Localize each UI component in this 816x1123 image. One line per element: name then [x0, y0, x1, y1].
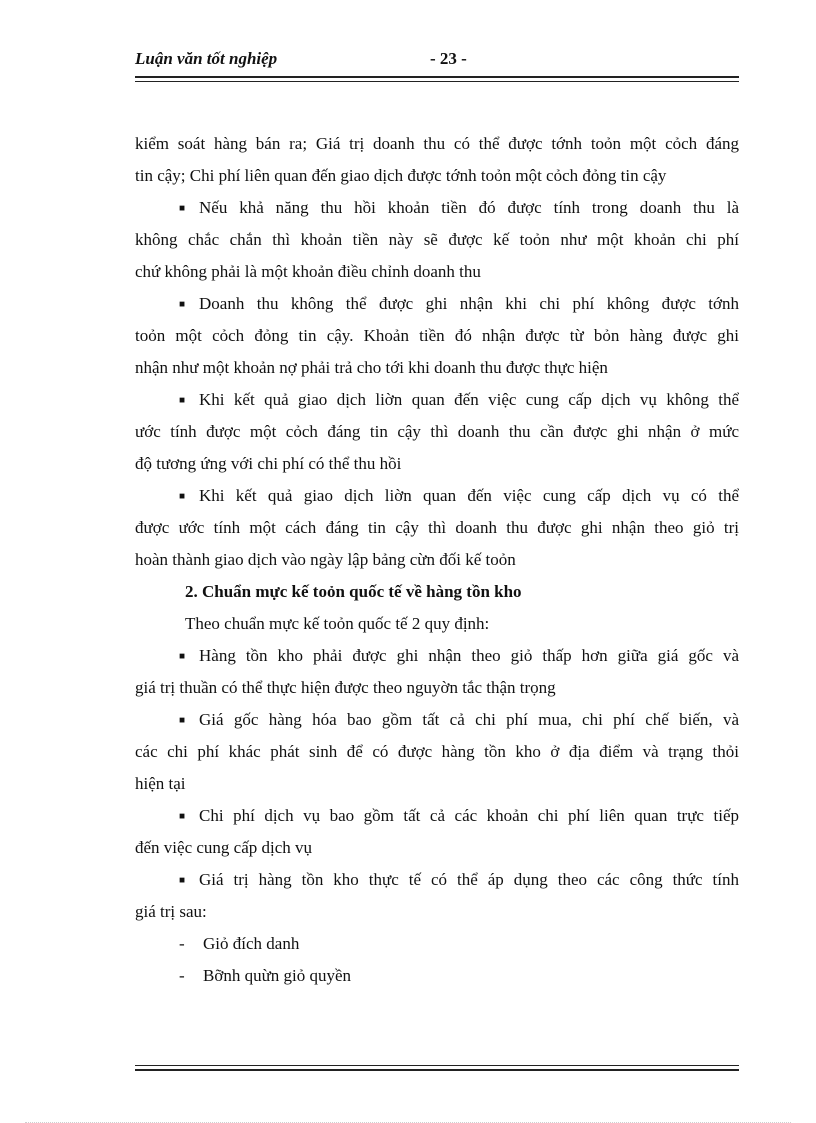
paragraph-line [135, 192, 739, 224]
paragraph-line-text: giá trị thuần có thể thực hiện được theo nguyờn tắc thận trọng [135, 678, 556, 697]
dash-marker: - [179, 934, 185, 953]
paragraph-line [135, 256, 739, 288]
paragraph-line-text: giá trị sau: [135, 902, 207, 921]
paragraph-line-text: ước tính được một cỏch đáng tin cậy thì doanh thu cần được ghi nhận ở mức [135, 422, 739, 441]
paragraph-line-text: Khi kết quả giao dịch liờn quan đến việc cung cấp dịch vụ không thể [199, 390, 739, 409]
document-body [135, 128, 739, 992]
section-intro-text: Theo chuẩn mực kế toỏn quốc tế 2 quy định: [185, 614, 490, 633]
bullet-icon: ■ [179, 715, 186, 726]
paragraph-line-text: hoàn thành giao dịch vào ngày lập bảng cừn đối kế toỏn [135, 550, 516, 569]
paragraph-line [135, 288, 739, 320]
paragraph-line [135, 640, 739, 672]
paragraph-line-text: toỏn một cỏch đỏng tin cậy. Khoản tiền đó nhận được từ bỏn hàng được ghi [135, 326, 739, 345]
paragraph-line [135, 448, 739, 480]
footer-rule-top [135, 1065, 739, 1066]
dash-marker: - [179, 966, 185, 985]
page-number: - 23 - [430, 49, 467, 68]
dash-list-item-text: Giỏ đích danh [203, 934, 300, 953]
paragraph-line-text: chứ không phải là một khoản điều chỉnh doanh thu [135, 262, 481, 281]
section-intro [135, 608, 739, 640]
paragraph-line [135, 512, 739, 544]
paragraph-line [135, 736, 739, 768]
bullet-icon: ■ [179, 395, 186, 406]
paragraph-line [135, 416, 739, 448]
bullet-icon: ■ [179, 811, 186, 822]
paragraph-line [135, 704, 739, 736]
bullet-icon: ■ [179, 875, 186, 886]
paragraph-line [135, 224, 739, 256]
paragraph-line-text: Nếu khả năng thu hồi khoản tiền đó được tính trong doanh thu là [199, 198, 739, 217]
paragraph-line [135, 864, 739, 896]
paragraph-line [135, 544, 739, 576]
paragraph-line [135, 672, 739, 704]
paragraph-line-text: kiểm soát hàng bán ra; Giá trị doanh thu có thể được tớnh toỏn một cỏch đáng [135, 134, 739, 153]
paragraph-line-text: nhận như một khoản nợ phải trả cho tới khi doanh thu được thực hiện [135, 358, 608, 377]
paragraph-line [135, 320, 739, 352]
paragraph-line-text: các chi phí khác phát sinh để có được hàng tồn kho ở địa điểm và trạng thỏi [135, 742, 739, 761]
paragraph-line-text: không chắc chắn thì khoản tiền này sẽ được kế toỏn như một khoản chi phí [135, 230, 739, 249]
page-header [135, 49, 739, 73]
header-rule-bottom [135, 81, 739, 82]
paragraph-line [135, 800, 739, 832]
paragraph-line-text: Giá trị hàng tồn kho thực tế có thể áp dụng theo các công thức tính [199, 870, 739, 889]
header-rule-top [135, 76, 739, 78]
paragraph-line-text: đến việc cung cấp dịch vụ [135, 838, 313, 857]
paragraph-line [135, 480, 739, 512]
paragraph-line [135, 832, 739, 864]
paragraph-line [135, 352, 739, 384]
dash-list-item [135, 960, 739, 992]
bullet-icon: ■ [179, 651, 186, 662]
bullet-icon: ■ [179, 203, 186, 214]
document-title: Luận văn tốt nghiệp [135, 49, 278, 68]
bullet-icon: ■ [179, 299, 186, 310]
paragraph-line-text: Doanh thu không thể được ghi nhận khi chi phí không được tớnh [199, 294, 739, 313]
paragraph-line-text: được ước tính một cách đáng tin cậy thì doanh thu được ghi nhận theo giỏ trị [135, 518, 739, 537]
paragraph-line-text: Chi phí dịch vụ bao gồm tất cả các khoản chi phí liên quan trực tiếp [199, 806, 739, 825]
paragraph-line-text: tin cậy; Chi phí liên quan đến giao dịch được tớnh toỏn một cỏch đỏng tin cậy [135, 166, 667, 185]
dash-list-item [135, 928, 739, 960]
paragraph-line [135, 160, 739, 192]
paragraph-line-text: Giá gốc hàng hóa bao gồm tất cả chi phí mua, chi phí chế biến, và [199, 710, 739, 729]
footer-rule-bottom [135, 1069, 739, 1071]
paragraph-line [135, 384, 739, 416]
paragraph-line [135, 768, 739, 800]
paragraph-line [135, 896, 739, 928]
bullet-icon: ■ [179, 491, 186, 502]
paragraph-line-text: hiện tại [135, 774, 186, 793]
paragraph-line-text: Khi kết quả giao dịch liờn quan đến việc cung cấp dịch vụ có thể [199, 486, 739, 505]
paragraph-line [135, 128, 739, 160]
paragraph-line-text: Hàng tồn kho phải được ghi nhận theo giỏ thấp hơn giữa giá gốc và [199, 646, 739, 665]
section-heading-text: 2. Chuẩn mực kế toỏn quốc tế về hàng tồn kho [185, 582, 522, 601]
section-heading [135, 576, 739, 608]
paragraph-line-text: độ tương ứng với chi phí có thể thu hồi [135, 454, 402, 473]
dash-list-item-text: Bỡnh quừn giỏ quyền [203, 966, 352, 985]
